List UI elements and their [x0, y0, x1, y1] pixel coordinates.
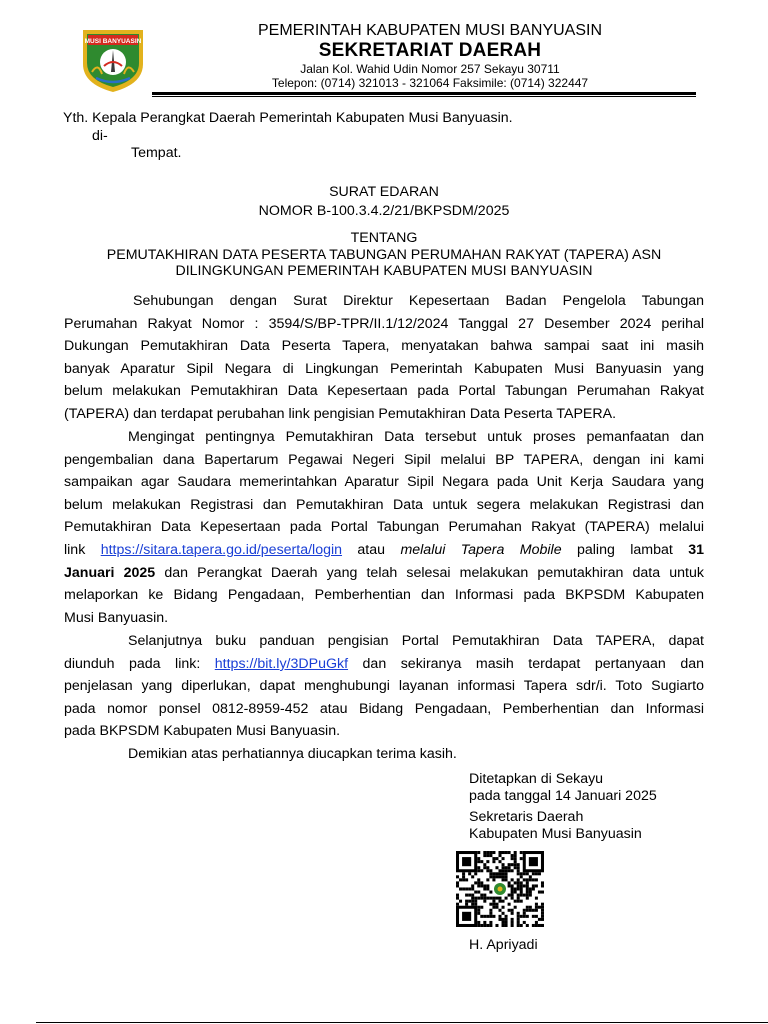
paragraph-line: banyak Aparatur Sipil Negara di Lingkungan Pemerintah Kabupaten Musi Banyuasin yang	[64, 361, 704, 377]
paragraph-line: Musi Banyuasin.	[64, 610, 169, 626]
paragraph-line: Pemutakhiran Data Kepesertaan pada Portal Tabungan Perumahan Rakyat (TAPERA) melalui	[64, 519, 704, 535]
office-address: Jalan Kol. Wahid Udin Nomor 257 Sekayu 30711	[300, 62, 560, 76]
atau-text: atau	[357, 542, 386, 558]
paragraph-line: Selanjutnya buku panduan pengisian Portal Pemutakhiran Data TAPERA, dapat	[128, 633, 704, 649]
addressee-place: Tempat.	[131, 145, 182, 161]
addressee: Yth. Kepala Perangkat Daerah Pemerintah Kabupaten Musi Banyuasin.	[63, 110, 513, 126]
closing-line: Demikian atas perhatiannya diucapkan terima kasih.	[128, 746, 457, 762]
signature-position-2: Kabupaten Musi Banyuasin	[469, 826, 642, 842]
doc-type: SURAT EDARAN	[329, 184, 439, 200]
signatory-name: H. Apriyadi	[469, 937, 538, 953]
signature-position: Sekretaris Daerah	[469, 809, 584, 825]
office-name: SEKRETARIAT DAERAH	[318, 40, 542, 61]
letterhead-rule-thick	[152, 92, 696, 95]
paragraph-line: pengembalian dana Bapertarum Pegawai Negeri Sipil melalui BP TAPERA, dengan ini kami	[64, 452, 704, 468]
paragraph-line: Sehubungan dengan Surat Direktur Kepesertaan Badan Pengelola Tabungan	[133, 293, 704, 309]
guide-download-link[interactable]: https://bit.ly/3DPuGkf	[214, 656, 349, 672]
paragraph-line	[64, 565, 704, 582]
page-bottom-rule	[36, 1022, 768, 1023]
doc-number: NOMOR B-100.3.4.2/21/BKPSDM/2025	[258, 203, 510, 219]
paragraph-line: pada BKPSDM Kabupaten Musi Banyuasin.	[64, 723, 341, 739]
qr-code-signature	[456, 851, 544, 927]
paragraph-line: sampaikan agar Saudara memerintahkan Aparatur Sipil Negara pada Unit Kerja Saudara yang	[64, 474, 704, 490]
paragraph-line: belum melakukan Registrasi dan Pemutakhiran Data untuk segera melakukan Registrasi dan	[64, 497, 704, 513]
regency-logo	[78, 22, 148, 94]
link-prefix: diunduh pada link:	[64, 656, 201, 672]
paragraph-line: melaporkan ke Bidang Pengadaan, Pemberhentian dan Informasi pada BKPSDM Kabupaten	[64, 587, 704, 603]
paragraph-link-line	[64, 542, 704, 559]
deadline-prefix: paling lambat	[576, 542, 673, 558]
paragraph-line: Mengingat pentingnya Pemutakhiran Data tersebut untuk proses pemanfaatan dan	[128, 429, 704, 445]
tapera-login-link[interactable]: https://sitara.tapera.go.id/peserta/login	[100, 542, 343, 558]
addressee-di: di-	[92, 128, 108, 144]
paragraph-line: (TAPERA) dan terdapat perubahan link pengisian Pemutakhiran Data Peserta TAPERA.	[64, 406, 617, 422]
paragraph-link-line	[64, 656, 704, 673]
paragraph-line: Dukungan Pemutakhiran Data Peserta Tapera, menyatakan bahwa sampai saat ini masih	[64, 338, 704, 354]
deadline-rest: dan Perangkat Daerah yang telah selesai melakukan pemutakhiran data untuk	[164, 565, 704, 581]
paragraph-line: belum melakukan Pemutakhiran Data Kepesertaan pada Portal Tabungan Perumahan Rakyat	[64, 383, 704, 399]
signature-place: Ditetapkan di Sekayu	[469, 771, 604, 787]
paragraph-line: pada nomor ponsel 0812-8959-452 atau Bidang Pengadaan, Pemberhentian dan Informasi	[64, 701, 704, 717]
government-name: PEMERINTAH KABUPATEN MUSI BANYUASIN	[257, 22, 603, 39]
deadline-day: 31	[688, 542, 704, 558]
signature-date: pada tanggal 14 Januari 2025	[469, 788, 657, 804]
subject-line-1: PEMUTAKHIRAN DATA PESERTA TABUNGAN PERUMAHAN RAKYAT (TAPERA) ASN	[106, 247, 662, 263]
letterhead-rule-thin	[152, 96, 696, 97]
subject-line-2: DILINGKUNGAN PEMERINTAH KABUPATEN MUSI BANYUASIN	[175, 263, 593, 279]
deadline-month: Januari 2025	[64, 565, 156, 581]
link-rest: dan sekiranya masih terdapat pertanyaan dan	[362, 656, 704, 672]
paragraph-line: Perumahan Rakyat Nomor : 3594/S/BP-TPR/II.1/12/2024 Tanggal 27 Desember 2024 perihal	[64, 316, 704, 332]
tapera-mobile-text: melalui Tapera Mobile	[400, 542, 562, 558]
logo-label: MUSI BANYUASIN	[84, 38, 142, 45]
paragraph-line: penjelasan yang diperlukan, dapat menghubungi layanan informasi Tapera sdr/i. Toto Sugiarto	[64, 678, 704, 694]
link-prefix: link	[64, 542, 86, 558]
office-phone: Telepon: (0714) 321013 - 321064 Faksimile: (0714) 322447	[271, 76, 589, 90]
about-label: TENTANG	[350, 230, 418, 246]
